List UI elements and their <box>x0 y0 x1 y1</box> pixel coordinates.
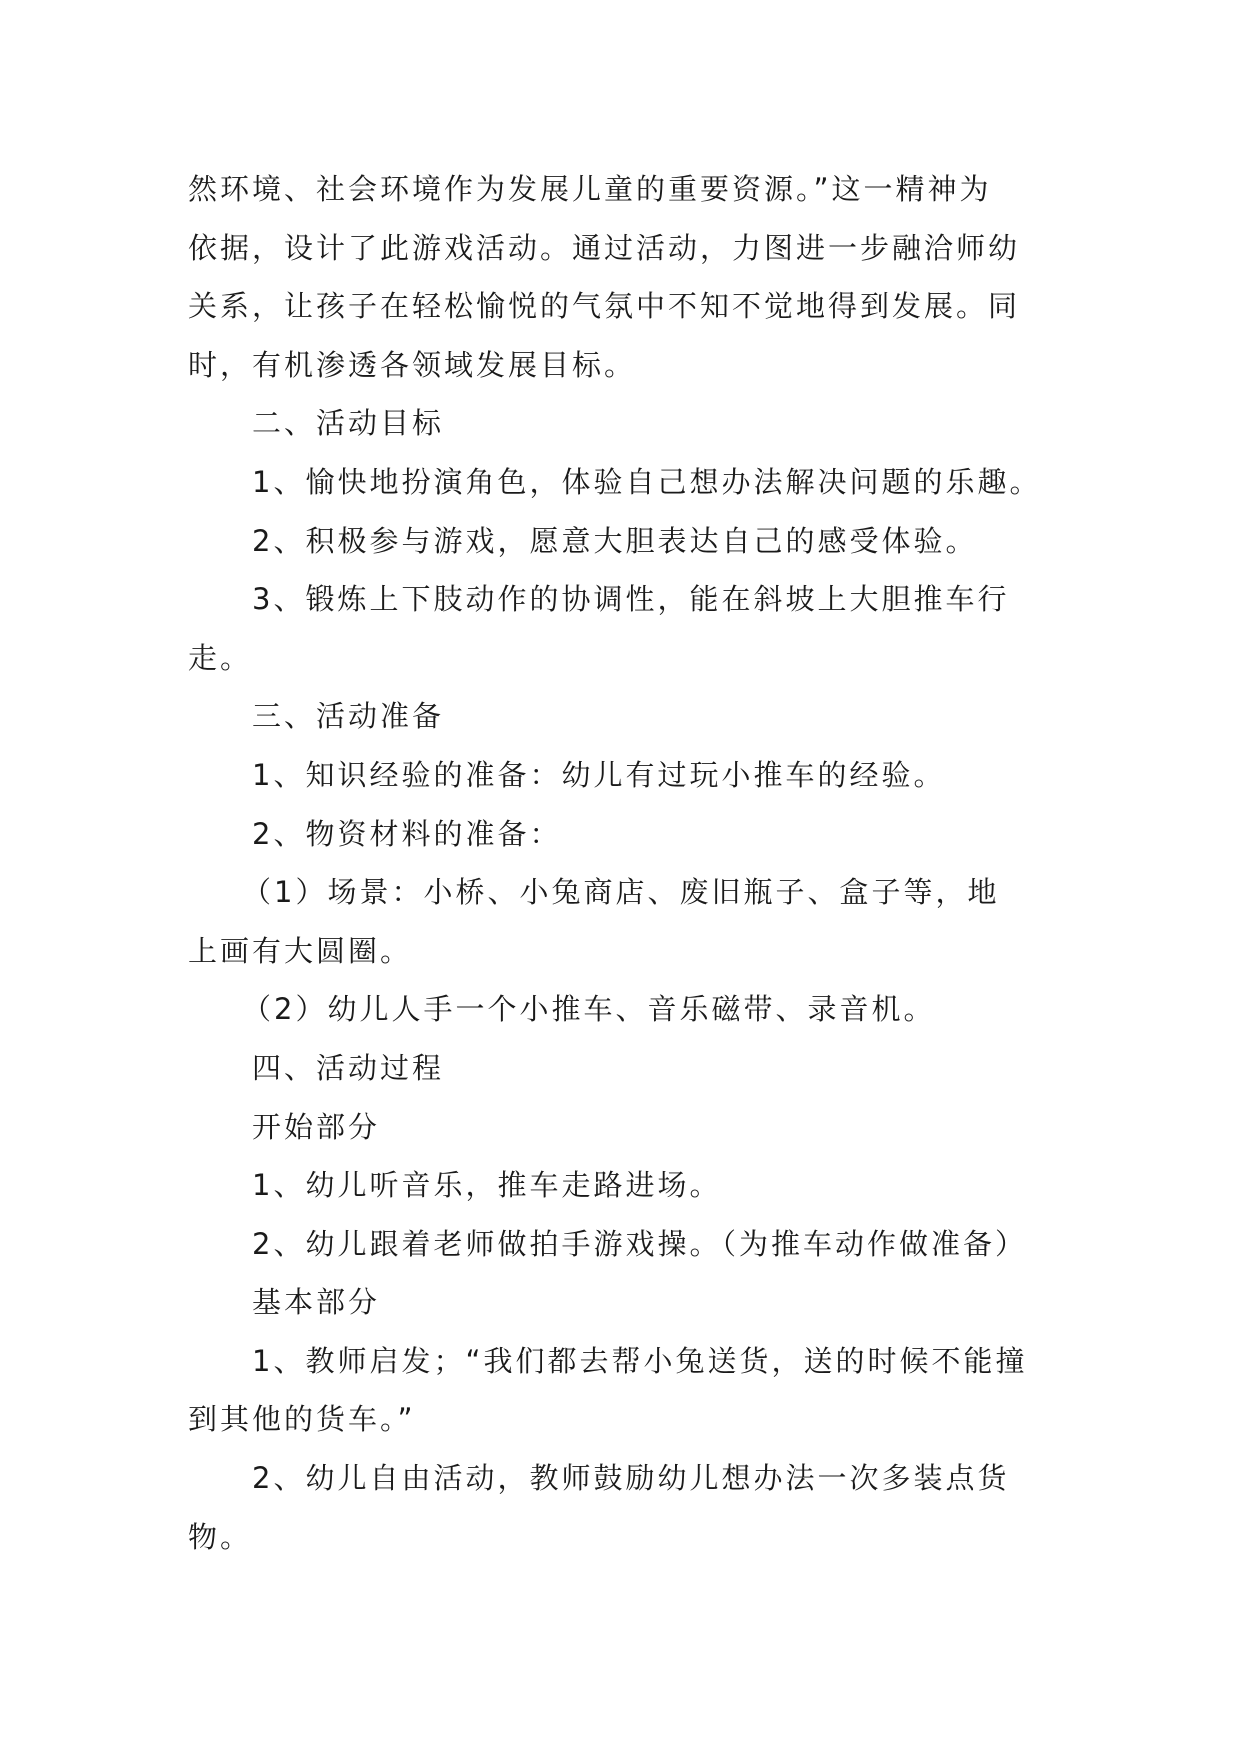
list-item: 2、幼儿跟着老师做拍手游戏操。（为推车动作做准备） <box>252 1226 1027 1261</box>
sub-list-item: （2）幼儿人手一个小推车、音乐磁带、录音机。 <box>242 992 936 1027</box>
list-item: 1、知识经验的准备：幼儿有过玩小推车的经验。 <box>252 757 946 792</box>
section-heading-preparation: 三、活动准备 <box>252 699 445 734</box>
list-item: 2、物资材料的准备： <box>252 816 562 851</box>
text-line: 然环境、社会环境作为发展儿童的重要资源。”这一精神为 <box>188 172 992 206</box>
list-item: 2、积极参与游戏，愿意大胆表达自己的感受体验。 <box>252 523 978 558</box>
text-line: 走。 <box>188 640 253 675</box>
sub-list-item: （1）场景：小桥、小兔商店、废旧瓶子、盒子等，地 <box>242 875 1000 910</box>
subsection-heading-basic: 基本部分 <box>252 1285 381 1320</box>
text-line: 物。 <box>188 1519 253 1554</box>
text-line: 依据，设计了此游戏活动。通过活动，力图进一步融洽师幼 <box>188 230 1021 265</box>
list-item: 3、锻炼上下肢动作的协调性，能在斜坡上大胆推车行 <box>252 582 1010 617</box>
text-line: 上画有大圆圈。 <box>188 933 413 968</box>
list-item: 2、幼儿自由活动，教师鼓励幼儿想办法一次多装点货 <box>252 1461 1010 1496</box>
text-line: 时，有机渗透各领域发展目标。 <box>188 347 637 382</box>
text-line: 到其他的货车。” <box>188 1402 416 1437</box>
subsection-heading-start: 开始部分 <box>252 1109 381 1144</box>
document-body <box>188 160 1058 1566</box>
section-heading-process: 四、活动过程 <box>252 1050 445 1085</box>
list-item: 1、愉快地扮演角色，体验自己想办法解决问题的乐趣。 <box>252 464 1042 499</box>
text-line: 关系，让孩子在轻松愉悦的气氛中不知不觉地得到发展。同 <box>188 289 1021 324</box>
section-heading-goals: 二、活动目标 <box>252 406 445 441</box>
list-item: 1、教师启发；“我们都去帮小兔送货，送的时候不能撞 <box>252 1343 1028 1378</box>
list-item: 1、幼儿听音乐，推车走路进场。 <box>252 1168 722 1203</box>
